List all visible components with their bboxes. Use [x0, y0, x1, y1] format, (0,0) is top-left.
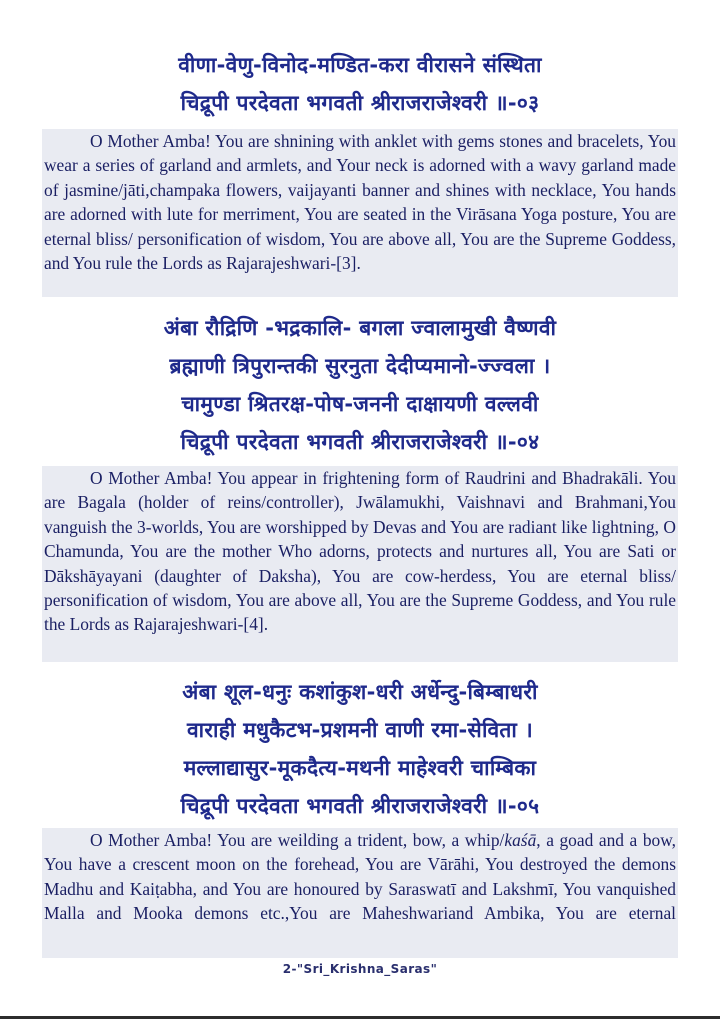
verse-line: चामुण्डा श्रितरक्ष-पोष-जननी दाक्षायणी वल्लवी: [181, 392, 539, 416]
verse-line: चिद्रूपी परदेवता भगवती श्रीराजराजेश्वरी ॥-०३: [180, 91, 540, 115]
verse-line: चिद्रूपी परदेवता भगवती श्रीराजराजेश्वरी ॥-०४: [180, 430, 540, 454]
verse-line: मल्लाद्यासुर-मूकदैत्य-मथनी माहेश्वरी चाम्बिका: [183, 756, 537, 780]
verse-line: वाराही मधुकैटभ-प्रशमनी वाणी रमा-सेविता ।: [186, 718, 534, 742]
page-footer: 2-"Sri_Krishna_Saras": [282, 962, 438, 976]
verse-3: [0, 46, 720, 122]
commentary-text-part: , a goad and a bow, You have a crescent moon on the forehead, You are Vārāhi, You destroyed the demons Madhu and Kaiṭabha, and You are honoured by Saraswatī and Lakshmī, You vanquished Malla and Mooka demons etc.,You are Maheshwariand Ambika, You are eternal: [44, 830, 676, 924]
verse-line: अंबा रौद्रिणि -भद्रकालि- बगला ज्वालामुखी वैष्णवी: [163, 316, 557, 340]
commentary-text: O Mother Amba! You are shnining with anklet with gems stones and bracelets, You wear a series of garland and armlets, and Your neck is adorned with a wavy garland made of jasmine/jāti,champaka flowers, vaijayanti banner and shines with necklace, You hands are adorned with lute for merriment, You are seated in the Virāsana Yoga posture, You are eternal bliss/ personification of wisdom, You are above all, You are the Supreme Goddess, and You rule the Lords as Rajarajeshwari-[3].: [44, 131, 676, 274]
verse-line: चिद्रूपी परदेवता भगवती श्रीराजराजेश्वरी ॥-०५: [180, 794, 540, 818]
verse-line: वीणा-वेणु-विनोद-मण्डित-करा वीरासने संस्थिता: [178, 53, 542, 77]
verse-4: [0, 309, 720, 461]
commentary-italic-term: kaśā: [504, 830, 537, 850]
commentary-5: [42, 828, 678, 958]
verse-line: अंबा शूल-धनुः कशांकुश-धरी अर्धेन्दु-बिम्बाधरी: [182, 680, 538, 704]
commentary-text: [42, 828, 678, 926]
verse-5: [0, 673, 720, 825]
commentary-text-part: O Mother Amba! You are weilding a trident, bow, a whip/: [90, 830, 505, 850]
commentary-4: [42, 466, 678, 662]
verse-line: ब्रह्माणी त्रिपुरान्तकी सुरनुता देदीप्यमानो-ज्ज्वला ।: [169, 354, 551, 378]
commentary-text: O Mother Amba! You appear in frightening form of Raudrini and Bhadrakāli. You are Bagala (holder of reins/controller), Jwālamukhi, Vaishnavi and Brahmani,You vanguish the 3-worlds, You are worshipped by Devas and You are radiant like lightning, O Chamunda, You are the mother Who adorns, protects and nurtures all, You are Sati or Dākshāyayani (daughter of Daksha), You are cow-herdess, You are eternal bliss/ personification of wisdom, You are above all, You are the Supreme Goddess, and You rule the Lords as Rajarajeshwari-[4].: [44, 468, 676, 635]
commentary-3: [42, 129, 678, 297]
